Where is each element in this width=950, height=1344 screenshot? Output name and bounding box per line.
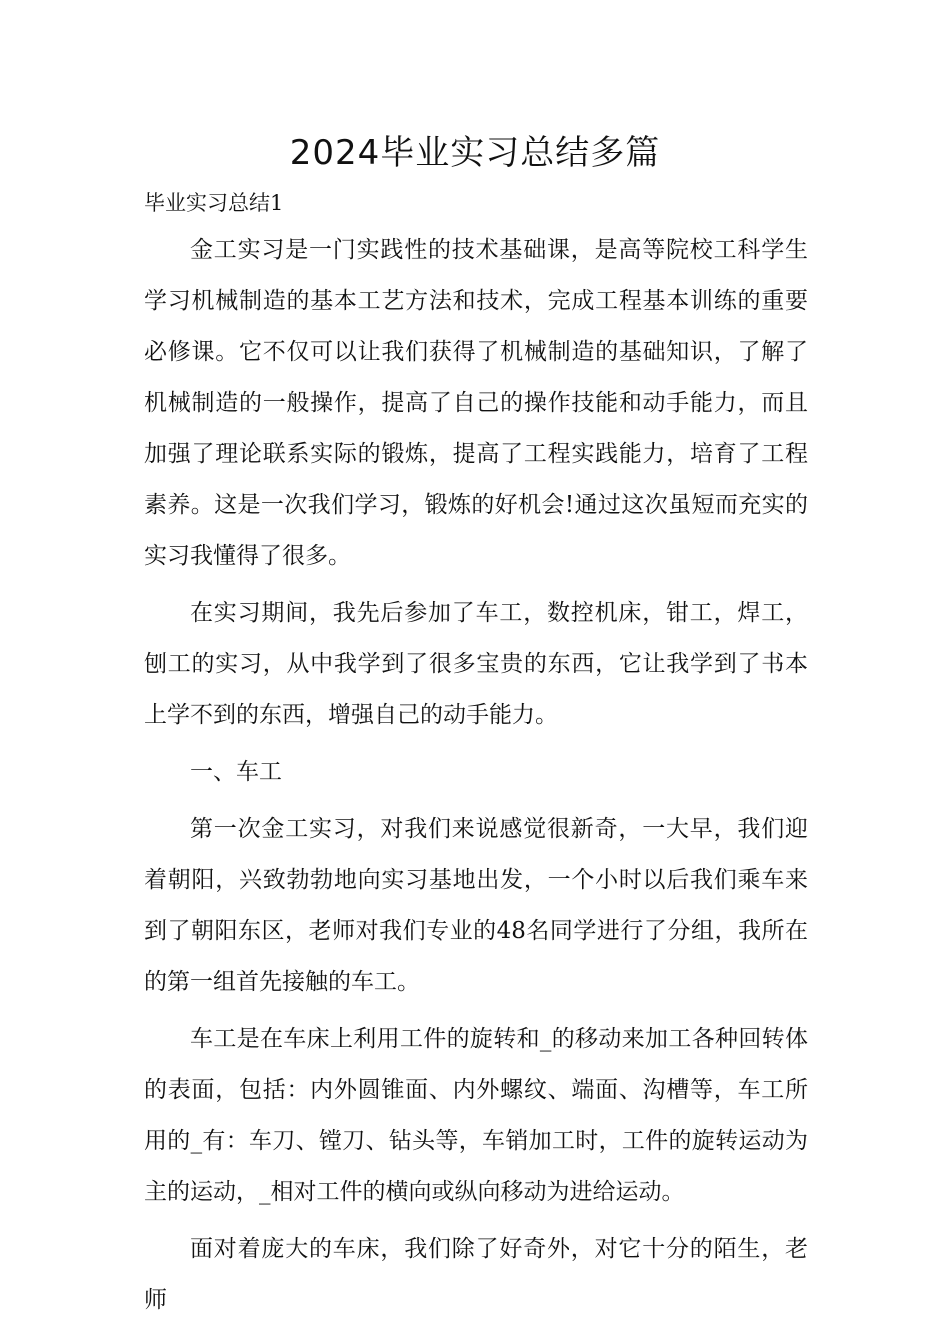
paragraph-5: 面对着庞大的车床，我们除了好奇外，对它十分的陌生，老师 [144,1236,808,1313]
paragraph-4: 车工是在车床上利用工件的旋转和_的移动来加工各种回转体的表面，包括：内外圆锥面、内外螺纹、端面、沟槽等，车工所用的_有：车刀、镗刀、钻头等，车销加工时，工件的旋转运动为主的运动，_相对工件的横向或纵向移动为进给运动。 [144,1026,808,1205]
paragraph-2: 在实习期间，我先后参加了车工，数控机床，钳工，焊工，刨工的实习，从中我学到了很多宝贵的东西，它让我学到了书本上学不到的东西，增强自己的动手能力。 [144,600,808,728]
paragraph-3: 第一次金工实习，对我们来说感觉很新奇，一大早，我们迎着朝阳，兴致勃勃地向实习基地出发，一个小时以后我们乘车来到了朝阳东区，老师对我们专业的48名同学进行了分组，我所在的第一组首先接触的车工。 [144,816,808,995]
paragraph-1: 金工实习是一门实践性的技术基础课，是高等院校工科学生学习机械制造的基本工艺方法和技术，完成工程基本训练的重要必修课。它不仅可以让我们获得了机械制造的基础知识，了解了机械制造的一般操作，提高了自己的操作技能和动手能力，而且加强了理论联系实际的锻炼，提高了工程实践能力，培育了工程素养。这是一次我们学习，锻炼的好机会!通过这次虽短而充实的实习我懂得了很多。 [144,237,808,569]
document-title: 2024毕业实习总结多篇 [289,133,661,173]
subsection-heading: 一、车工 [190,759,282,785]
section-heading: 毕业实习总结1 [144,191,284,215]
document-body [144,225,808,1332]
